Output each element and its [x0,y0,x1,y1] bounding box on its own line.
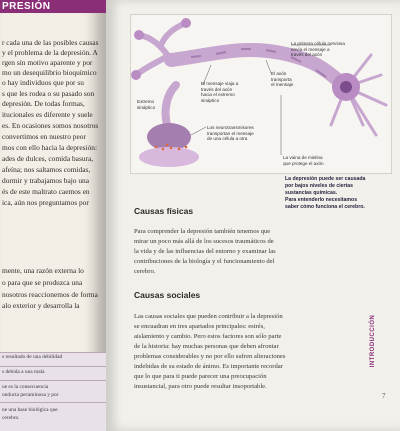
label-synaptic-end: Extremo sináptico [137,99,156,110]
left-text-line: mo un desequilibrio bioquímico [2,68,97,77]
left-text-line: nosotros reaccionemos de forma [2,290,98,299]
label-neurotransmitters: Los neurotransmisores transportan el mensaje de una célula a otra [207,125,254,142]
left-text-line: o para que se produzca una [2,278,83,287]
paragraph-line: Las causas sociales que pueden contribuir a la depresión [134,313,283,320]
left-text-line: ades de dulces, comida basura, [2,154,94,163]
neuron-diagram [131,15,391,173]
paragraph-line: Para comprender la depresión también tenemos que [134,228,271,235]
page-number: 7 [382,392,386,400]
left-page-header [0,0,106,13]
left-footnote: ue es la consecuencia [2,384,49,390]
paragraph-line: se encuadran en tres apartados principales: estrés, [134,323,265,330]
left-text-line: s que les rodea o su pasado son [2,89,95,98]
left-footnote: onducta pecaminosa y por [2,392,59,398]
left-text-line: mente, una razón externa lo [2,266,84,275]
left-text-line: convertimos en nuestro peor [2,132,86,141]
left-text-line: es. En ocasiones somos nosotros [2,121,99,130]
figure-caption: La depresión puede ser causada por bajos niveles de ciertas sustancias químicas. Para entenderlo necesitamos saber cómo funciona el cerebro. [285,176,366,210]
divider [0,366,106,367]
upper-terminal-bulb [181,18,191,28]
left-text-line: alo exterior y desarrolla la [2,301,80,310]
left-text-line: és de este maltrato caemos en [2,187,90,196]
paragraph-line: aislamiento y cambio. Pero estos factores son sólo parte [134,333,282,340]
label-first-cell: La primera célula nerviosa envía el mensaje a través del axón [291,41,345,58]
divider [0,380,106,381]
left-text-line: r cada una de las posibles causas [2,38,99,47]
synaptic-terminal [147,123,191,151]
paragraph-line: indebidas de su estado de ánimo. Es importante recordar [134,363,283,370]
left-page [0,0,106,431]
left-footnote: s resultado de una debilidad [2,354,63,360]
nucleus [340,81,352,93]
upper-terminal-bulb [131,70,141,80]
left-footnote: ne una base biológica que [2,407,58,413]
left-text-line: ica, aún nos preguntamos por [2,198,89,207]
left-text-line: o hay individuos que por su [2,78,84,87]
left-footnote: s debida a una mala [2,369,45,375]
divider [0,352,106,353]
section-side-tab [368,298,378,388]
divider [0,402,106,403]
left-text-line: dormir y trabajamos bajo una [2,176,90,185]
upper-terminal-bulb [134,30,144,40]
left-text-line: mos con ello hacia la depresión: [2,143,98,152]
label-myelin: La vaina de mielina que protege el axón [283,155,324,166]
side-tab-label: INTRODUCCIÓN [370,314,376,368]
postsynaptic-membrane [139,147,199,167]
left-text-line: rgen sin motivo aparente y por [2,58,93,67]
section-title-social: Causas sociales [134,290,201,300]
neuron-illustration [130,14,392,174]
paragraph-line: insustancial, para otro puede resultar insoportable. [134,383,267,390]
paragraph-line: mirar un poco más allá de los sucesos traumáticos de [134,238,274,245]
left-page-header-text: PRESIÓN [2,1,51,12]
left-text-line: y el problema de la depresión. A [2,48,98,57]
left-text-line: itucionales es diferente y suele [2,110,93,119]
left-footnote: cerebro. [2,415,20,421]
section-title-physical: Causas físicas [134,206,194,216]
label-axon: El axón transporta el mensaje [271,71,294,88]
paragraph-line: contribuciones de la biología y el funcionamiento del [134,258,275,265]
paragraph-line: la vida y de las influencias del entorno y examinar las [134,248,276,255]
paragraph-line: de la historia: hay muchas personas que deben afrontar [134,343,279,350]
label-message-travels: El mensaje viaja a través del axón hacia el extremo sináptico [201,81,239,103]
left-text-line: depresión. De todas formas, [2,99,85,108]
leader-line [191,127,206,135]
paragraph-line: que lo que para ti puede parecer una preocupación [134,373,267,380]
left-text-line: afeína; nos saltamos comidas, [2,165,91,174]
upper-terminal-branches [136,23,186,75]
paragraph-line: problemas considerables y no por ello sufren alteraciones [134,353,286,360]
paragraph-line: cerebro. [134,268,156,275]
